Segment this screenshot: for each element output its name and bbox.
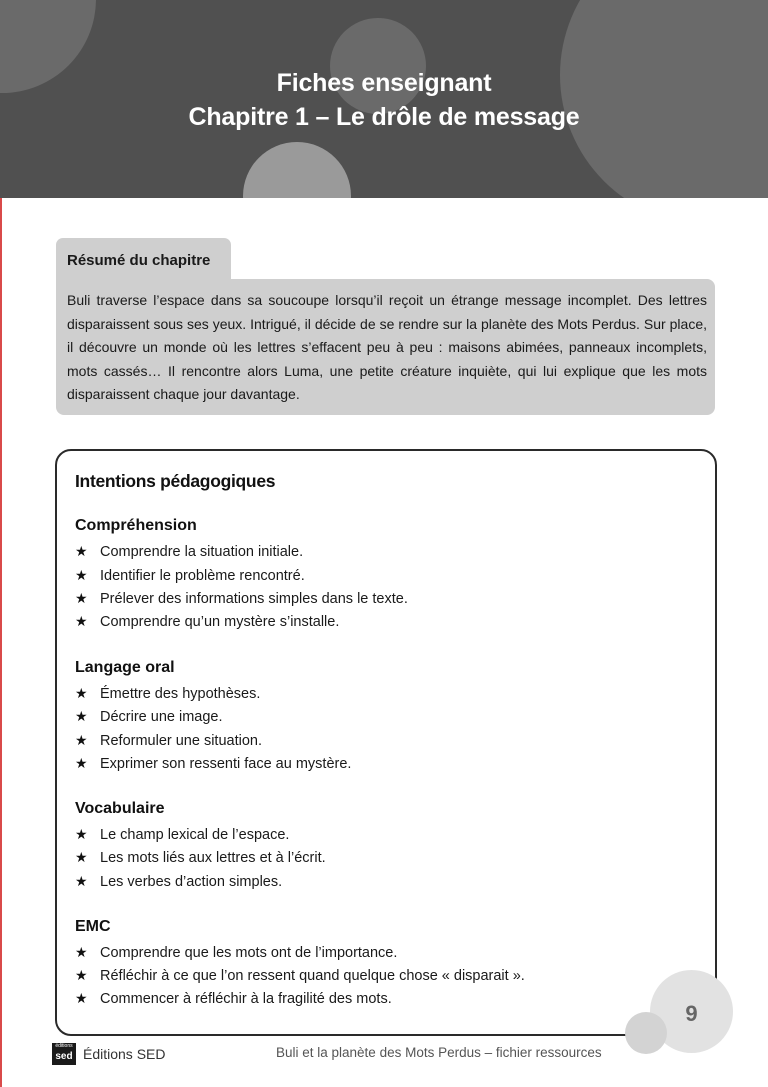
list-item: ★ Prélever des informations simples dans le texte. — [75, 590, 408, 607]
star-icon: ★ — [75, 826, 88, 842]
star-icon: ★ — [75, 944, 88, 960]
logo-text: sed — [55, 1051, 73, 1062]
list-item: ★ Réfléchir à ce que l’on ressent quand quelque chose « disparait ». — [75, 967, 525, 984]
publisher-logo — [52, 1043, 76, 1065]
list-item: ★ Comprendre la situation initiale. — [75, 543, 304, 560]
intentions-title: Intentions pédagogiques — [75, 471, 276, 491]
star-icon: ★ — [75, 613, 88, 629]
list-item: ★ Reformuler une situation. — [75, 732, 262, 749]
list-item: ★ Les verbes d’action simples. — [75, 873, 283, 890]
star-icon: ★ — [75, 990, 88, 1006]
list-item: ★ Commencer à réfléchir à la fragilité des mots. — [75, 990, 392, 1007]
list-item: ★ Décrire une image. — [75, 708, 223, 725]
section-title-emc: EMC — [75, 918, 111, 935]
star-icon: ★ — [75, 685, 88, 701]
star-icon: ★ — [75, 567, 88, 583]
star-icon: ★ — [75, 873, 88, 889]
list-item: ★ Émettre des hypothèses. — [75, 685, 261, 702]
summary-label: Résumé du chapitre — [67, 252, 211, 269]
publisher-name: Éditions SED — [83, 1046, 166, 1062]
summary-text: Buli traverse l’espace dans sa soucoupe lorsqu’il reçoit un étrange message incomplet. Des lettres disparaissent sous ses yeux. Intrigué, il décide de se rendre sur la planète des Mots Perdus. Sur place, il découvre un monde où les lettres s’effacent peu à peu : maisons abimées, panneaux incomplets, mots cassés… Il rencontre alors Luma, une petite créature inquiète, qui lui explique que les mots disparaissent chaque jour davantage. — [67, 292, 707, 402]
decor-circle — [243, 142, 351, 198]
list-item: ★ Exprimer son ressenti face au mystère. — [75, 755, 352, 772]
list-item: ★ Comprendre que les mots ont de l’importance. — [75, 944, 398, 961]
title-line-1: Fiches enseignant — [276, 69, 492, 97]
star-icon: ★ — [75, 755, 88, 771]
section-title-langage-oral: Langage oral — [75, 659, 175, 676]
title-line-2: Chapitre 1 – Le drôle de message — [188, 103, 580, 131]
page-header — [0, 0, 768, 198]
logo-text-small: éditions — [55, 1043, 73, 1049]
list-item: ★ Identifier le problème rencontré. — [75, 567, 305, 584]
page-number: 9 — [685, 1001, 698, 1026]
list-item: ★ Les mots liés aux lettres et à l’écrit. — [75, 849, 326, 866]
star-icon: ★ — [75, 590, 88, 606]
section-title-vocabulaire: Vocabulaire — [75, 800, 165, 817]
star-icon: ★ — [75, 967, 88, 983]
star-icon: ★ — [75, 543, 88, 559]
star-icon: ★ — [75, 732, 88, 748]
list-item: ★ Le champ lexical de l’espace. — [75, 826, 290, 843]
section-title-comprehension: Compréhension — [75, 517, 197, 534]
book-title: Buli et la planète des Mots Perdus – fichier ressources — [276, 1045, 602, 1060]
list-item: ★ Comprendre qu’un mystère s’installe. — [75, 613, 340, 630]
page-title — [0, 66, 768, 134]
star-icon: ★ — [75, 708, 88, 724]
star-icon: ★ — [75, 849, 88, 865]
